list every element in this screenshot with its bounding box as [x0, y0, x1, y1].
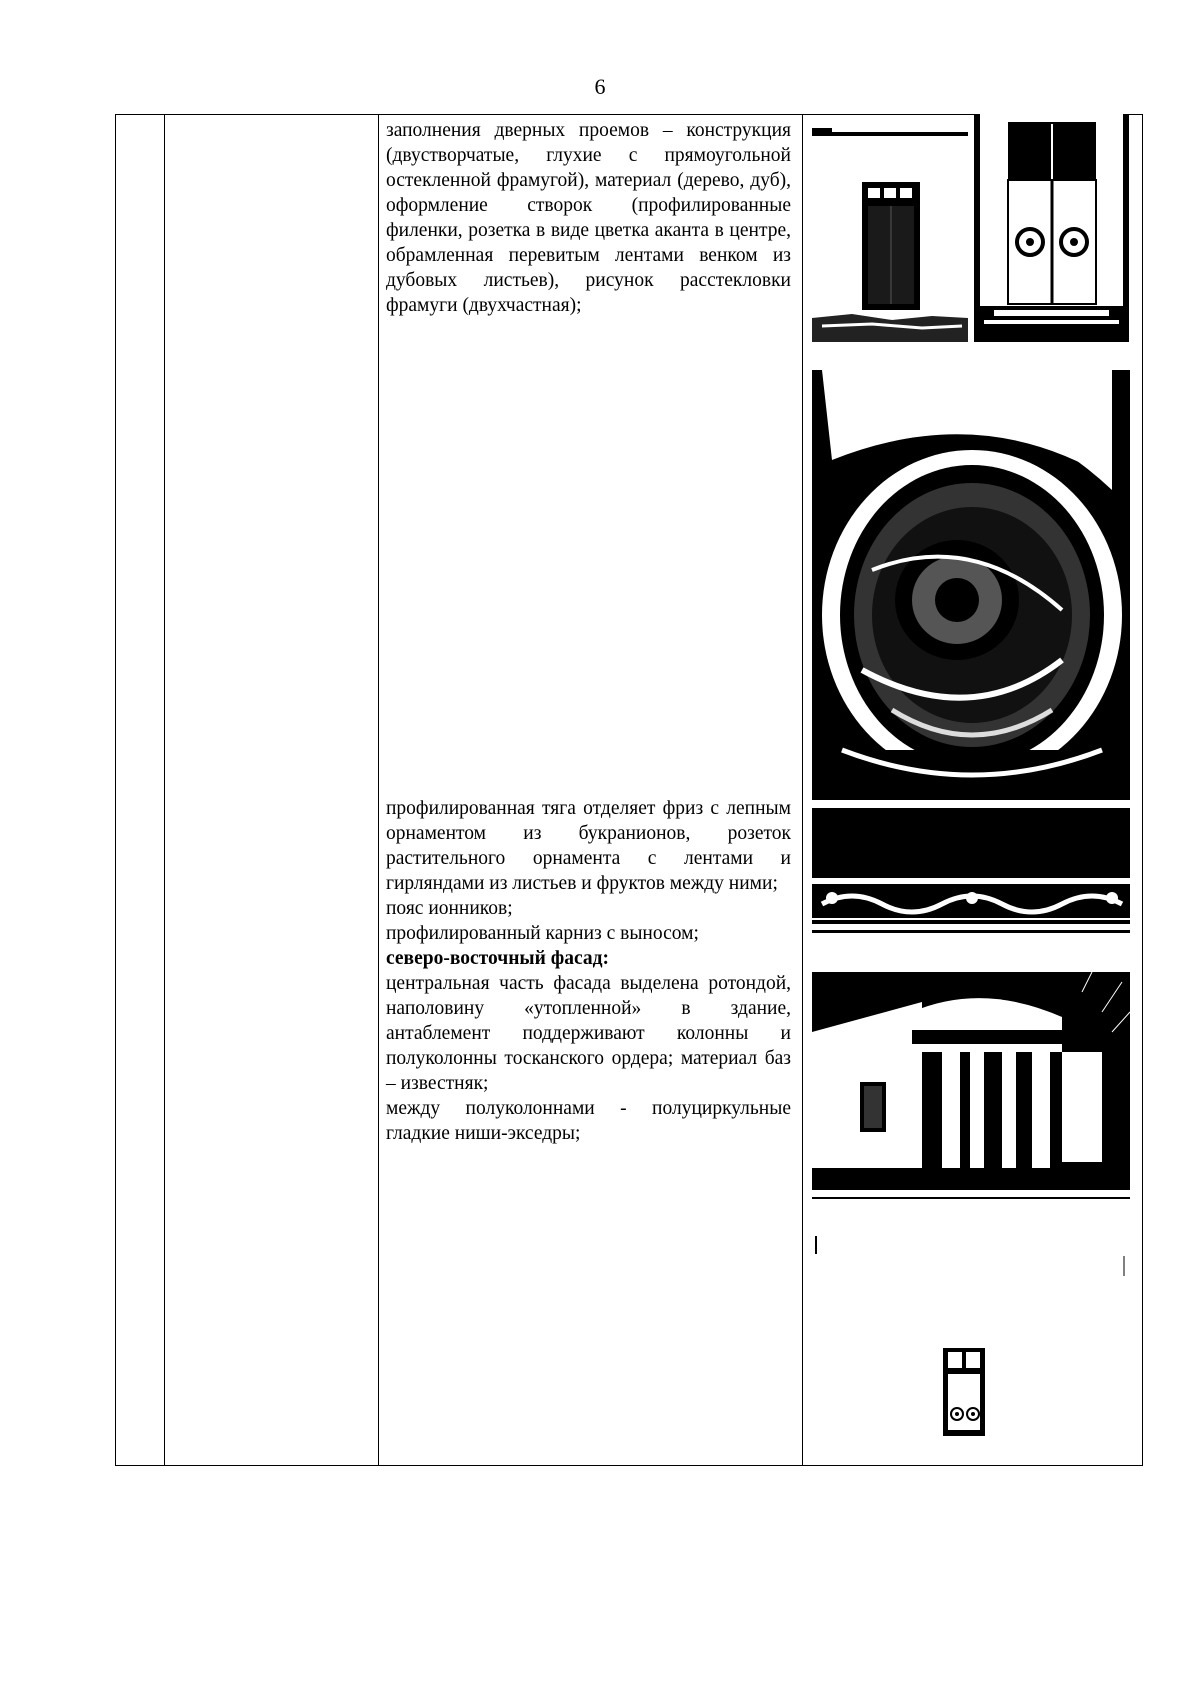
- section-heading: северо-восточный фасад:: [386, 948, 610, 969]
- rotunda-facade-photo: [812, 972, 1130, 1190]
- door-photo: [812, 118, 968, 342]
- paragraph: между полуколоннами - полуциркульные гладкие ниши-экседры;: [386, 1098, 791, 1144]
- paragraph: центральная часть фасада выделена ротондой, наполовину «утопленной» в здание, антаблемент поддерживают колонны и полуколонны тосканского ордера; материал баз – известняк;: [386, 973, 791, 1094]
- paragraph: заполнения дверных проемов – конструкция (двустворчатые, глухие с прямоугольной остекленной фрамугой), материал (дерево, дуб), оформление створок (профилированные филенки, розетка в виде цветка аканта в центре, обрамленная перевитым лентами венком из дубовых листьев), рисунок расстекловки фрамуги (двухчастная);: [386, 120, 791, 316]
- page-number: 6: [594, 74, 606, 99]
- column-divider-3: [802, 115, 803, 1465]
- door-rosette-photo: [974, 114, 1129, 342]
- rosette-closeup-photo: [812, 370, 1130, 800]
- column-divider-1: [164, 115, 165, 1465]
- column-divider-2: [378, 115, 379, 1465]
- door-fillings-text: [386, 118, 791, 318]
- frieze-facade-text: [386, 796, 791, 1146]
- door-small-photo: [812, 1196, 1130, 1458]
- paragraph: профилированная тяга отделяет фриз с лепным орнаментом из букранионов, розеток растительного орнамента с лентами и гирляндами из листьев и фруктов между ними;: [386, 798, 791, 894]
- paragraph: профилированный карниз с выносом;: [386, 923, 699, 944]
- frieze-photo: [812, 808, 1130, 946]
- paragraph: пояс ионников;: [386, 898, 513, 919]
